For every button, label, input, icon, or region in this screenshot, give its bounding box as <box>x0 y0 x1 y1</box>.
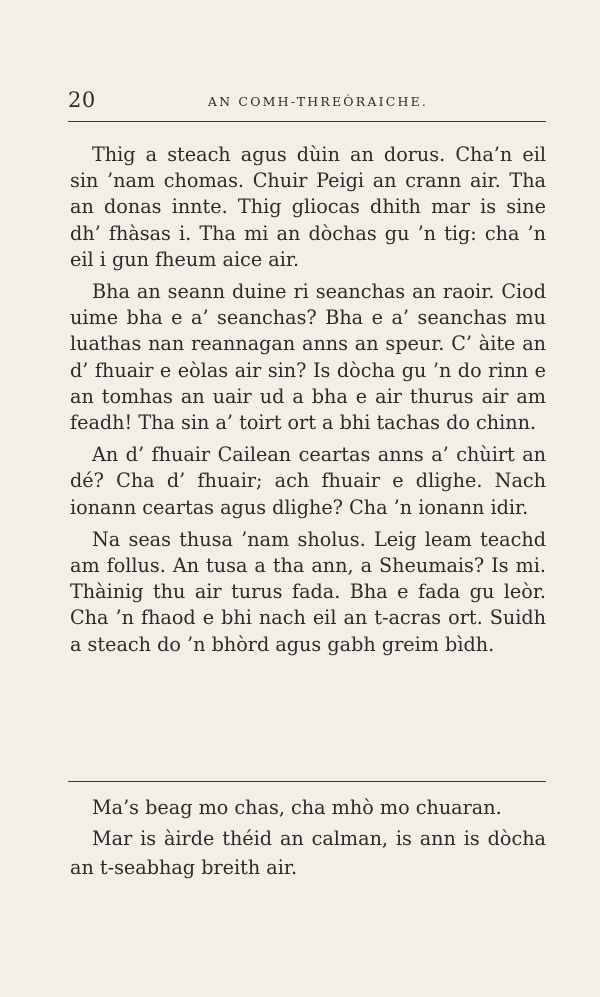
header-rule <box>68 121 546 122</box>
body-text <box>70 142 546 664</box>
page-number: 20 <box>68 88 96 112</box>
section-divider <box>68 781 546 782</box>
page-header <box>68 88 546 118</box>
paragraph-4: Na seas thusa ’nam sholus. Leig leam teachd am follus. An tusa a tha ann, a Sheumais? Is mi. Thàinig thu air turus fada. Bha e fada gu leòr. Cha ’n fhaod e bhi nach eil an t-acras ort. Suidh a steach do ’n bhòrd agus gabh greim bìdh. <box>70 527 546 656</box>
proverb-2: Mar is àirde théid an calman, is ann is dòcha an t-seabhag breith air. <box>70 827 546 879</box>
running-title: AN COMH-THREÒRAICHE. <box>207 94 429 109</box>
proverbs-section <box>70 793 546 884</box>
paragraph-3: An d’ fhuair Cailean ceartas anns a’ chùirt an dé? Cha d’ fhuair; ach fhuair e dlighe. Nach ionann ceartas agus dlighe? Cha ’n ionann idir. <box>70 443 546 519</box>
paragraph-2: Bha an seann duine ri seanchas an raoir. Ciod uime bha e a’ seanchas? Bha e a’ seanchas mu luathas nan reannagan anns an speur. C’ àite an d’ fhuair e eòlas air sin? Is dòcha gu ’n do rinn e an tomhas an uair ud a bha e air thurus air am feadh! Tha sin a’ toirt ort a bhi tachas do chinn. <box>70 280 546 435</box>
proverb-1: Ma’s beag mo chas, cha mhò mo chuaran. <box>92 796 502 819</box>
paragraph-1: Thig a steach agus dùin an dorus. Cha’n eil sin ’nam chomas. Chuir Peigi an crann air. Tha an donas innte. Thig gliocas dhith mar is sine dh’ fhàsas i. Tha mi an dòchas gu ’n tig: cha ’n eil i gun fheum aice air. <box>70 143 546 271</box>
